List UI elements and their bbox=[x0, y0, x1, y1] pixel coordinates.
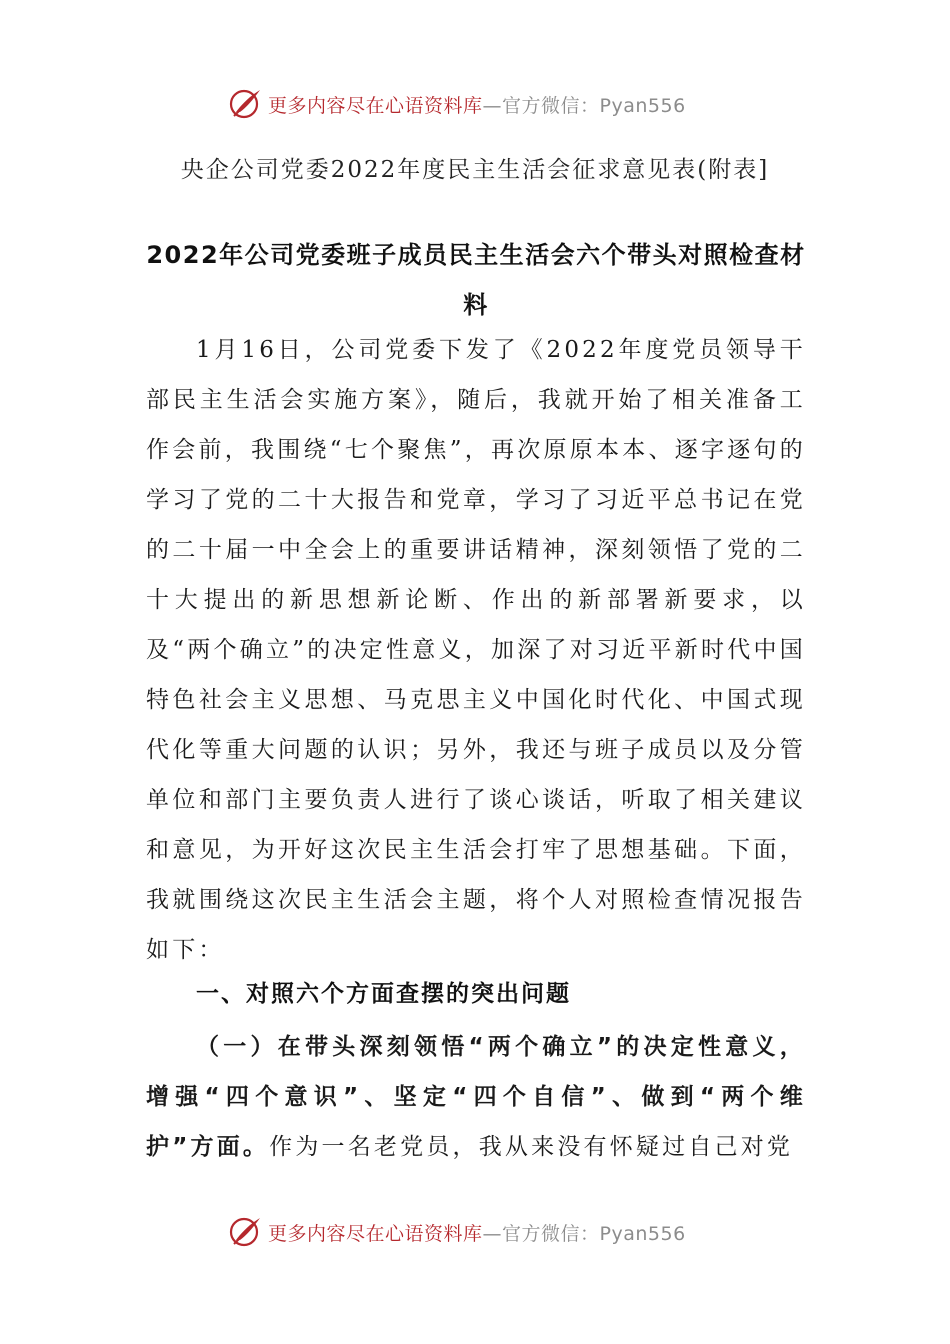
section-heading-1: 一、对照六个方面查摆的突出问题 bbox=[196, 981, 571, 1007]
banner-grey-text: —官方微信：Pyan556 bbox=[482, 94, 686, 117]
body-paragraph-1: 1月16日，公司党委下发了《2022年度党员领导干部民主生活会实施方案》，随后，我就开始了相关准备工作会前，我围绕“七个聚焦”，再次原原本本、逐字逐句的学习了党的二十大报告和党章，学习了习近平总书记在党的二十届一中全会上的重要讲话精神，深刻领悟了党的二十大提出的新思想新论断、作出的新部署新要求，以及“两个确立”的决定性意义，加深了对习近平新时代中国特色社会主义思想、马克思主义中国化时代化、中国式现代化等重大问题的认识；另外，我还与班子成员以及分管单位和部门主要负责人进行了谈心谈话，听取了相关建议和意见，为开好这次民主生活会打牢了思想基础。下面，我就围绕这次民主生活会主题，将个人对照检查情况报告如下： bbox=[146, 337, 806, 963]
watermark-banner-bottom bbox=[228, 1212, 728, 1252]
pen-feather-icon bbox=[228, 1214, 264, 1250]
banner-grey-text: —官方微信：Pyan556 bbox=[482, 1222, 686, 1245]
banner-red-text: 更多内容尽在心语资料库 bbox=[268, 94, 483, 117]
paragraph-2-bold-lead: （一）在带头深刻领悟“两个确立”的决定性意义，增强“四个意识”、坚定“四个自信”、做到“两个维护”方面。 bbox=[146, 1034, 806, 1160]
watermark-banner-top bbox=[228, 84, 728, 124]
banner-red-text: 更多内容尽在心语资料库 bbox=[268, 1222, 483, 1245]
body-paragraph-2 bbox=[146, 1022, 806, 1172]
main-heading: 2022年公司党委班子成员民主生活会六个带头对照检查材料 bbox=[146, 241, 806, 319]
pen-feather-icon bbox=[228, 86, 264, 122]
document-title: 央企公司党委2022年度民主生活会征求意见表(附表] bbox=[180, 157, 770, 183]
paragraph-2-text: 作为一名老党员，我从来没有怀疑过自己对党 bbox=[269, 1134, 794, 1160]
